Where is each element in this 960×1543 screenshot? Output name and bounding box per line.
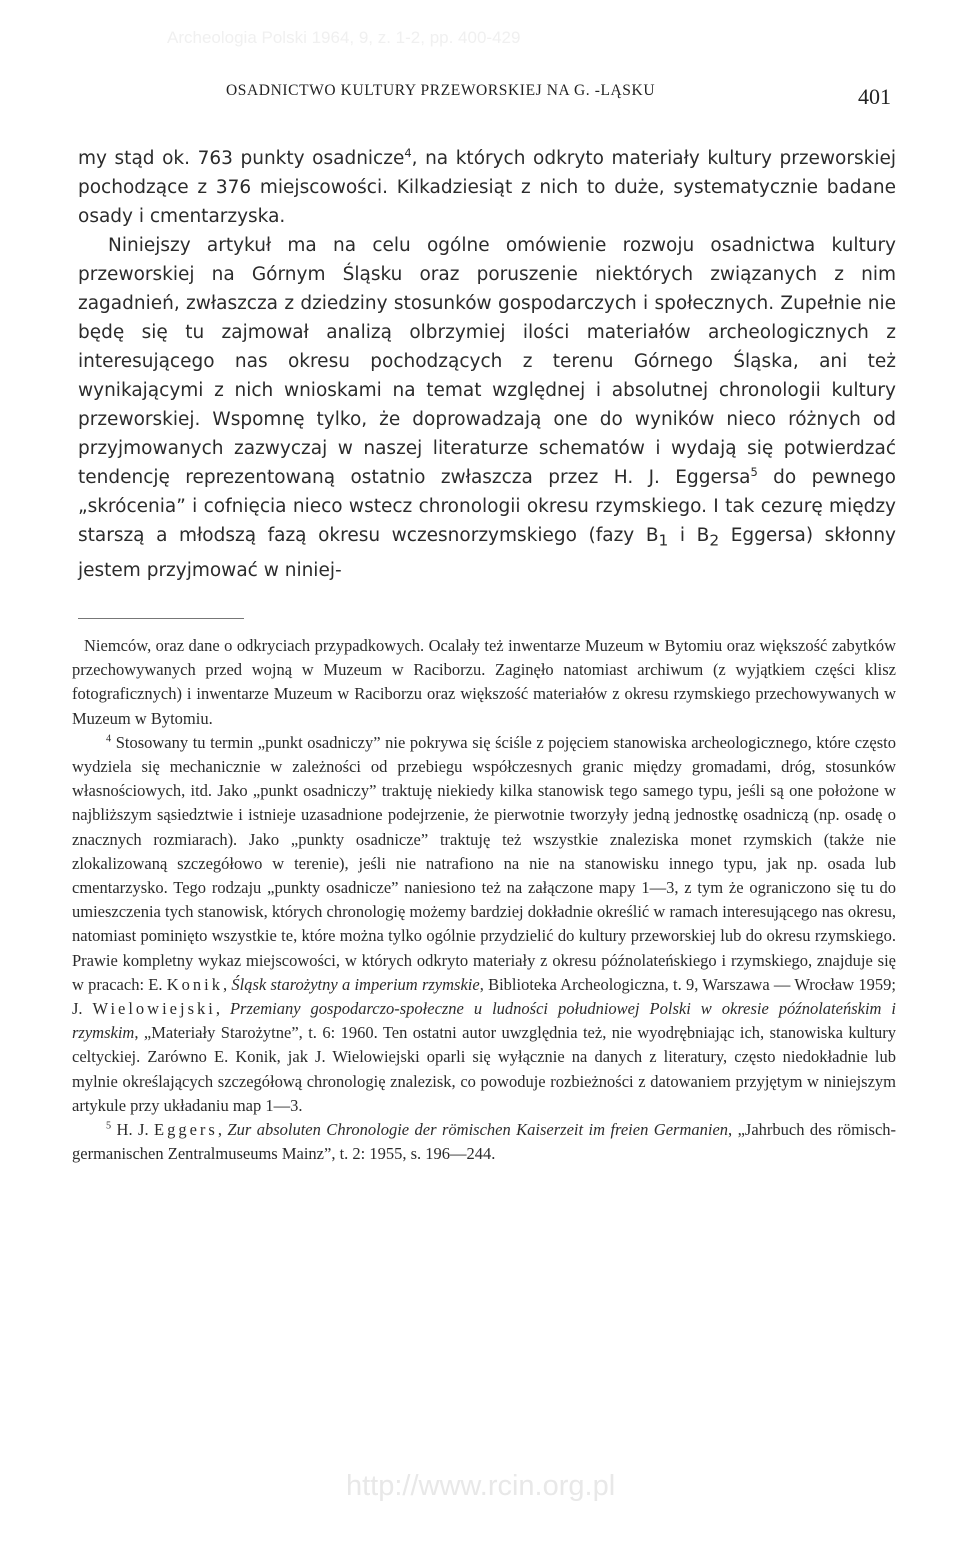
- main-text: [78, 144, 896, 585]
- url-watermark: http://www.rcin.org.pl: [346, 1470, 616, 1502]
- title-konik: Śląsk starożytny a imperium rzymskie: [231, 974, 480, 994]
- paragraph-2: Niniejszy artykuł ma na celu ogólne omówienie rozwoju osadnictwa kultury przeworskiej na Górnym Śląsku oraz poruszenie niektórych związanych z nim zagadnień, zwłaszcza z dziedziny stosunków gospodarczych i społecznych. Zupełnie nie będę się tu zajmował analizą olbrzymiej ilości materiałów archeologicznych z interesującego nas okresu pochodzących z terenu Górnego Śląska, ani też wynikającymi z nich wnioskami na temat względnej i absolutnej chronologii kultury przeworskiej. Wspomnę tylko, że doprowadzają one do wyników nieco różnych od przyjmowanych zazwyczaj w naszej literaturze schematów i wydają się potwierdzać tendencję reprezentowaną ostatnio zwłaszcza przez H. J. Eggersa$^5$ do pewnego „skrócenia” i cofnięcia nieco wstecz chronologii okresu rzymskiego. I tak cezurę między starszą a młodszą fazą okresu wczesnorzymskiego (fazy $B_1$ i $B_2$ Eggersa) skłonny jestem przyjmować w niniej-: [78, 235, 896, 581]
- author-eggers: Eggers: [154, 1120, 218, 1140]
- author-konik: Konik: [166, 974, 224, 994]
- footnote-mark-4: 4: [106, 733, 112, 745]
- page-number: 401: [858, 84, 891, 109]
- footnote-divider: [78, 618, 244, 619]
- source-watermark: Archeologia Polski 1964, 9, z. 1-2, pp. 400-429: [167, 28, 521, 47]
- footnote-ref-4[interactable]: 4: [404, 145, 412, 160]
- title-eggers: Zur absoluten Chronologie der römischen Kaiserzeit im freien Germanien: [227, 1120, 729, 1140]
- footnote-ref-5[interactable]: 5: [750, 464, 758, 479]
- author-wielowiejski: Wielowiejski: [92, 999, 216, 1019]
- running-head: OSADNICTWO KULTURY PRZEWORSKIEJ NA G. -LĄSKU: [226, 82, 656, 99]
- paragraph-1: my stąd ok. 763 punkty osadnicze$^4$, na których odkryto materiały kultury przeworskiej pochodzące z 376 miejscowości. Kilkadziesiąt z nich to duże, systematycznie badane osady i cmentarzyska.: [78, 145, 896, 227]
- footnote-4: $^4$ Stosowany tu termin „punkt osadniczy” nie pokrywa się ściśle z pojęciem stanowiska archeologicznego, które często wydziela się mechanicznie w zależności od przebiegu współczesnych granic między gromadami, dróg, stosunków własnościowych, itd. Jako „punkt osadniczy” traktuję niekiedy kilka stanowisk tego samego typu, jeśli są one położone w najbliższym sąsiedztwie i istnieje uzasadnione podejrzenie, że pierwotnie tworzyły jedną jednostkę osadniczą (np. osadę o znacznych rozmiarach). Jako „punkty osadnicze” traktuję też wszystkie znaleziska monet rzymskich (także nie zlokalizowaną szczegółowo w terenie), jeśli nie natrafiono na nie na stanowisku innego typu, jak np. osada lub cmentarzysko. Tego rodzaju „punkty osadnicze” naniesiono też na załączone mapy 1—3, z tym że ograniczono się tu do umieszczenia tych stanowisk, których chronologię możemy bardziej dokładnie określić w ramach interesującego nas okresu, natomiast pominięto wszystkie te, które można tylko ogólnie przydzielić do kultury przeworskiej lub do okresu rzymskiego. Prawie kompletny wykaz miejscowości, w których odkryto materiały z okresu późnolateńskiego i rzymskiego, znajduje się w pracach: E. Konik, Śląsk starożytny a imperium rzymskie, Biblioteka Archeologiczna, t. 9, Warszawa — Wrocław 1959; J. Wielowiejski, Przemiany gospodarczo-społeczne u ludności południowej Polski w okresie późnolateńskim i rzymskim, „Materiały Starożytne”, t. 6: 1960. Ten ostatni autor uwzględnia też, nie wyodrębniając ich, stanowiska kultury celtyckiej. Zarówno E. Konik, jak J. Wielowiejski oparli się wyłącznie na danych z literatury, często niedokładnie lub mylnie określających szczegółową chronologię znalezisk, co powoduje rozbieżności z datowaniem przyjętym w niniejszym artykule przy układaniu map 1—3.: [72, 732, 897, 1115]
- footnote-mark-5: 5: [106, 1120, 112, 1132]
- title-wielowiejski: Przemiany gospodarczo-społeczne u ludności południowej Polski w okresie późnolateńskim i rzymskim: [72, 999, 897, 1043]
- footnote-5: $^5$ H. J. Eggers, Zur absoluten Chronologie der römischen Kaiserzeit im freien Germanien, „Jahrbuch des römisch-germanischen Zentralmuseums Mainz”, t. 2: 1955, s. 196—244.: [72, 1120, 897, 1164]
- footnote-continued: Niemców, oraz dane o odkryciach przypadkowych. Ocalały też inwentarze Muzeum w Bytomiu oraz większość zabytków przechowywanych przed wojną w Muzeum w Raciborzu. Zaginęło natomiast archiwum (z wyjątkiem części klisz fotograficznych) i inwentarze Muzeum w Raciborzu oraz większość materiałów z okresu rzymskiego przechowywanych w Muzeum w Bytomiu.: [72, 636, 896, 728]
- footnotes: [72, 634, 896, 1166]
